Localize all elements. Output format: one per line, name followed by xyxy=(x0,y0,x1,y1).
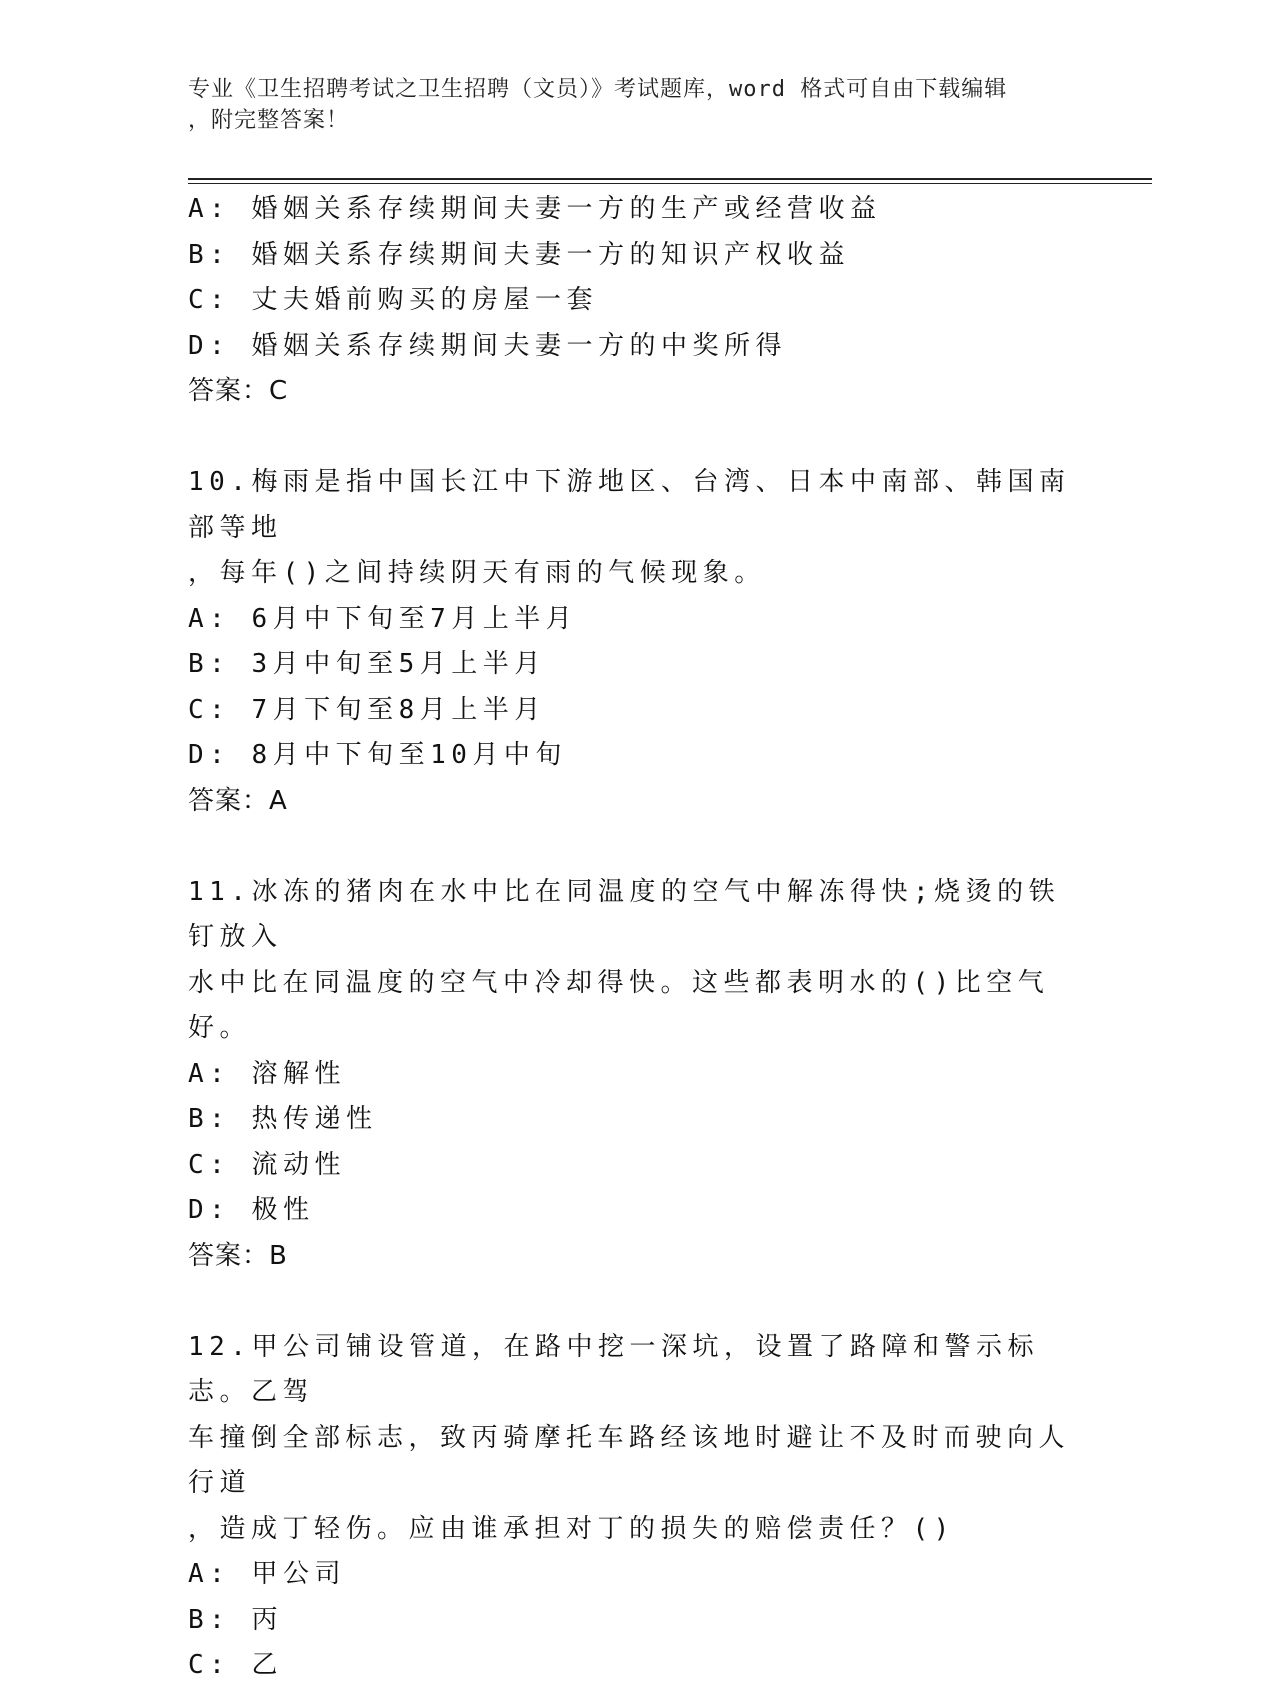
option-b: B: 婚姻关系存续期间夫妻一方的知识产权收益 xyxy=(188,239,850,270)
question-text-line: 车撞倒全部标志，致丙骑摩托车路经该地时避让不及时而驶向人行道 xyxy=(188,1422,1071,1498)
header-line-1: 专业《卫生招聘考试之卫生招聘（文员）》考试题库，word 格式可自由下载编辑 xyxy=(188,77,1008,102)
option-a: A: 6月中下旬至7月上半月 xyxy=(188,603,578,634)
answer-line: 答案：B xyxy=(188,1240,288,1271)
question-text-line: ，造成丁轻伤。应由谁承担对丁的损失的赔偿责任？() xyxy=(188,1513,955,1544)
header-line-2: ，附完整答案！ xyxy=(188,108,350,133)
header-rule-thin xyxy=(188,183,1152,184)
question-block xyxy=(188,460,1088,824)
option-c: C: 丈夫婚前购买的房屋一套 xyxy=(188,285,598,315)
option-c: C: 7月下旬至8月上半月 xyxy=(188,694,546,725)
answer-line: 答案：A xyxy=(188,785,288,816)
option-b: B: 热传递性 xyxy=(188,1104,378,1134)
option-b: B: 3月中旬至5月上半月 xyxy=(188,649,546,679)
document-header xyxy=(188,74,1088,136)
option-d: D: 8月中下旬至10月中旬 xyxy=(188,740,567,770)
option-c: C: 流动性 xyxy=(188,1149,346,1180)
question-text-line: 水中比在同温度的空气中冷却得快。这些都表明水的()比空气好。 xyxy=(188,967,1050,1043)
question-text-line: 12.甲公司铺设管道，在路中挖一深坑，设置了路障和警示标志。乙驾 xyxy=(188,1331,1039,1407)
question-block xyxy=(188,1325,1088,1689)
question-text-line: 10.梅雨是指中国长江中下游地区、台湾、日本中南部、韩国南部等地 xyxy=(188,467,1071,543)
question-list xyxy=(188,187,1088,1689)
answer-line: 答案：C xyxy=(188,376,289,406)
option-d: D: 婚姻关系存续期间夫妻一方的中奖所得 xyxy=(188,330,787,361)
option-b: B: 丙 xyxy=(188,1604,283,1635)
question-block xyxy=(188,187,1088,415)
option-a: A: 溶解性 xyxy=(188,1058,346,1089)
question-text-line: ，每年()之间持续阴天有雨的气候现象。 xyxy=(188,558,766,588)
question-text-line: 11.冰冻的猪肉在水中比在同温度的空气中解冻得快;烧烫的铁钉放入 xyxy=(188,876,1061,952)
option-d: D: 极性 xyxy=(188,1195,315,1225)
header-rule-thick xyxy=(188,178,1152,180)
question-block xyxy=(188,870,1088,1280)
option-c: C: 乙 xyxy=(188,1650,283,1680)
option-a: A: 婚姻关系存续期间夫妻一方的生产或经营收益 xyxy=(188,194,882,224)
option-a: A: 甲公司 xyxy=(188,1559,346,1589)
